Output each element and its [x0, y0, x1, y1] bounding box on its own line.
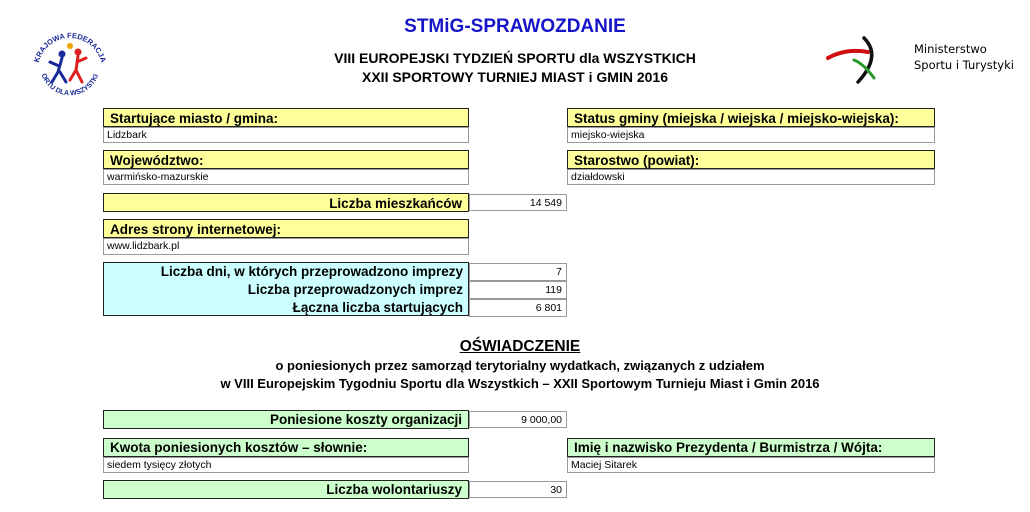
website-field[interactable]: www.lidzbark.pl — [103, 238, 469, 255]
county-field[interactable]: działdowski — [567, 169, 935, 185]
event-title-line2: XXII SPORTOWY TURNIEJ MIAST i GMIN 2016 — [362, 69, 668, 85]
costs-words-label: Kwota poniesionych kosztów – słownie: — [103, 438, 469, 457]
population-field[interactable]: 14 549 — [469, 194, 567, 211]
svg-text:KRAJOWA FEDERACJA: KRAJOWA FEDERACJA — [32, 30, 108, 64]
mayor-label: Imię i nazwisko Prezydenta / Burmistrza / Wójta: — [567, 438, 935, 457]
participants-field[interactable]: 6 801 — [469, 299, 567, 317]
days-label: Liczba dni, w których przeprowadzono imprezy — [160, 264, 463, 279]
events-field[interactable]: 119 — [469, 281, 567, 299]
event-title-line1: VIII EUROPEJSKI TYDZIEŃ SPORTU dla WSZYSTKICH — [334, 50, 696, 66]
participants-label: Łączna liczba startujących — [292, 300, 463, 315]
city-field[interactable]: Lidzbark — [103, 127, 469, 143]
mayor-field[interactable]: Maciej Sitarek — [567, 457, 935, 473]
costs-label: Poniesione koszty organizacji — [103, 410, 469, 429]
volunteers-field[interactable]: 30 — [469, 481, 567, 498]
voivodeship-label: Województwo: — [103, 150, 469, 169]
federation-logo — [28, 26, 112, 110]
days-field[interactable]: 7 — [469, 263, 567, 281]
ministry-name-line1: Ministerstwo — [914, 42, 987, 56]
status-label: Status gminy (miejska / wiejska / miejsko-wiejska): — [567, 108, 935, 127]
events-label: Liczba przeprowadzonych imprez — [247, 282, 463, 297]
page-title: STMiG-SPRAWOZDANIE — [404, 16, 626, 37]
population-label: Liczba mieszkańców — [103, 193, 469, 212]
voivodeship-field[interactable]: warmińsko-mazurskie — [103, 169, 469, 185]
county-label: Starostwo (powiat): — [567, 150, 935, 169]
volunteers-label: Liczba wolontariuszy — [103, 480, 469, 499]
costs-field[interactable]: 9 000,00 — [469, 411, 567, 428]
declaration-line2: w VIII Europejskim Tygodniu Sportu dla Wszystkich – XXII Sportowym Turnieju Miast i Gmin 2016 — [220, 376, 820, 391]
ministry-name-line2: Sportu i Turystyki — [914, 58, 1014, 72]
website-label: Adres strony internetowej: — [103, 219, 469, 238]
city-label: Startujące miasto / gmina: — [103, 108, 469, 127]
status-field[interactable]: miejsko-wiejska — [567, 127, 935, 143]
costs-words-field[interactable]: siedem tysięcy złotych — [103, 457, 469, 473]
declaration-title: OŚWIADCZENIE — [459, 338, 581, 355]
svg-text:SPORTU DLA WSZYSTKICH: ORTU DLA WSZYSTKI — [39, 72, 101, 98]
declaration-line1: o poniesionych przez samorząd terytorialny wydatkach, związanych z udziałem — [275, 358, 765, 373]
